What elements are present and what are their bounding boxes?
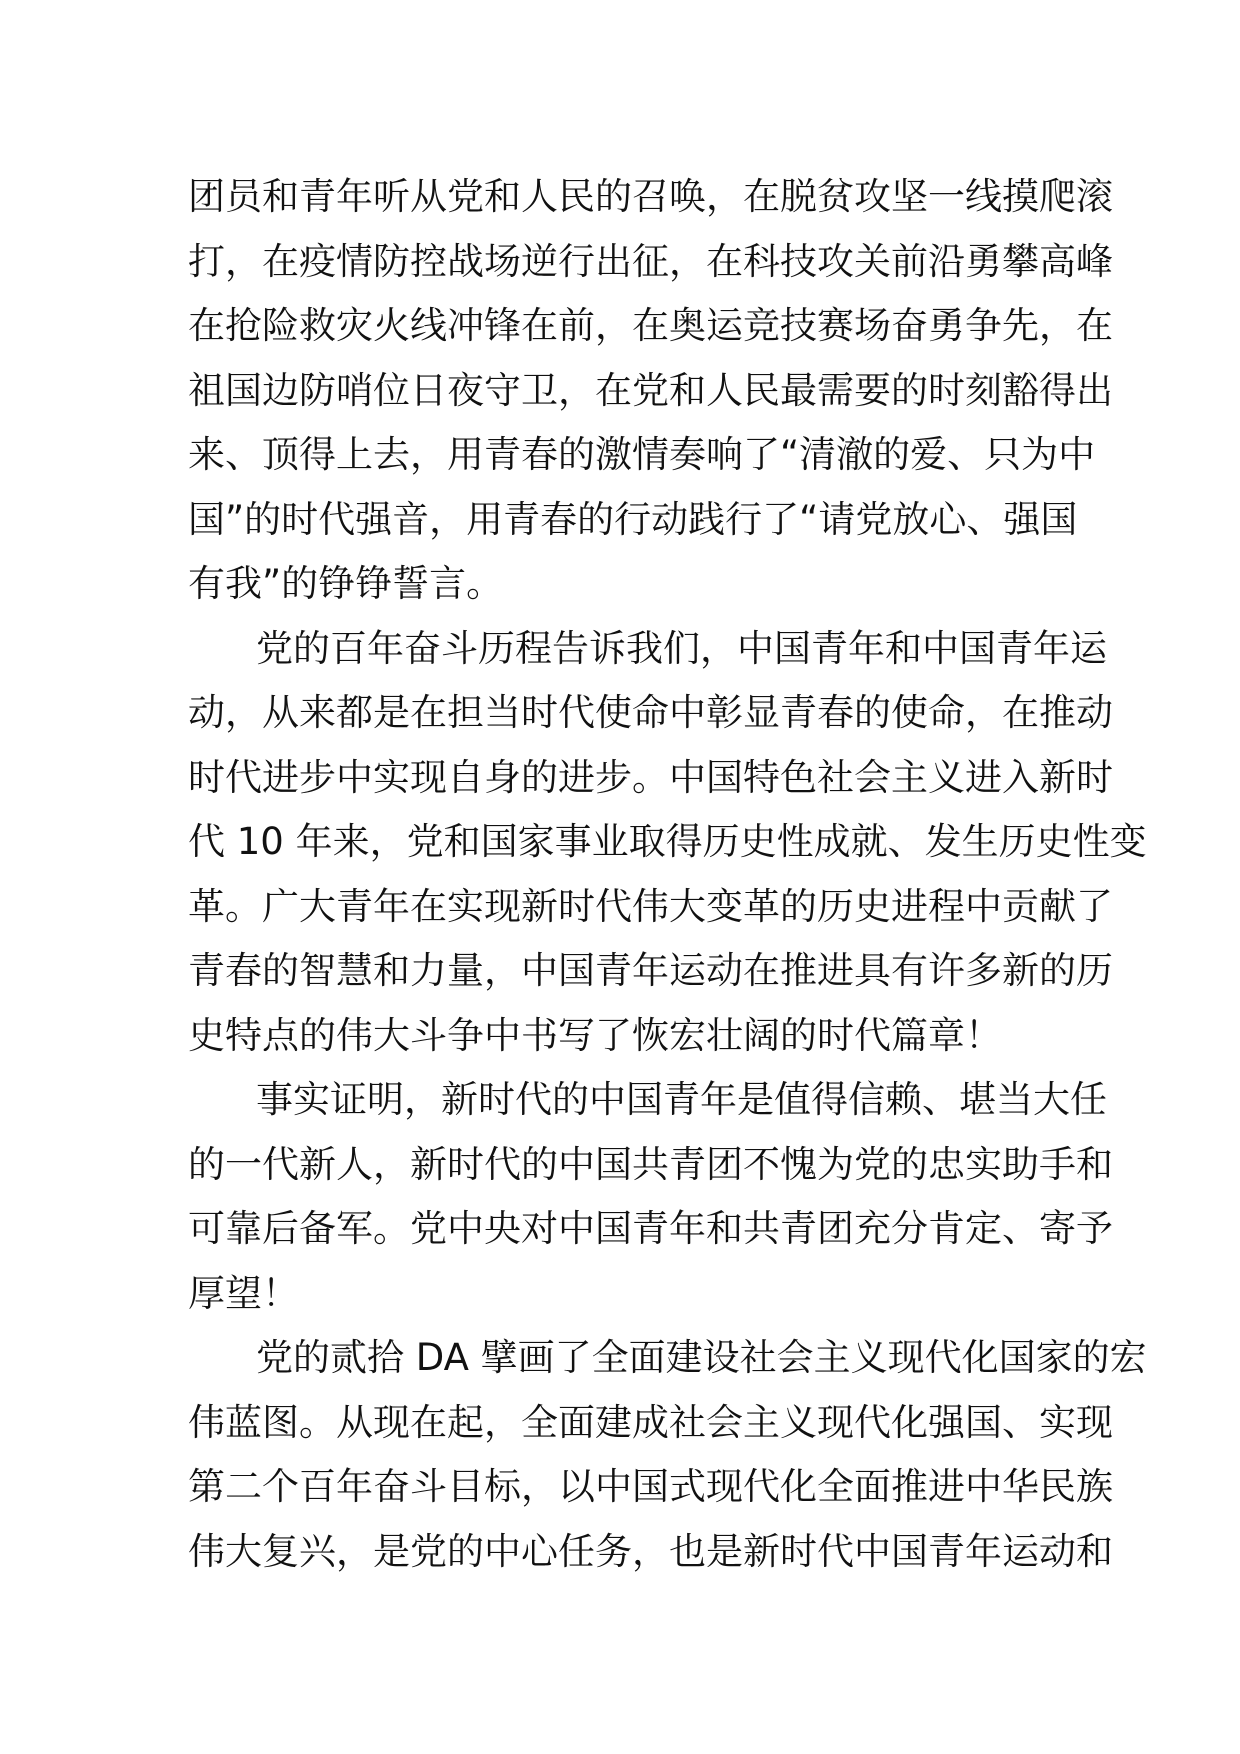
text-line: 史特点的伟大斗争中书写了恢宏壮阔的时代篇章！	[188, 1013, 1002, 1057]
body-text	[188, 165, 1147, 1584]
text-line: 动，从来都是在担当时代使命中彰显青春的使命，在推动	[188, 691, 1113, 734]
text-line: 第二个百年奋斗目标，以中国式现代化全面推进中华民族	[188, 1465, 1113, 1508]
text-line: 厚望！	[188, 1271, 299, 1315]
text-line: 时代进步中实现自身的进步。中国特色社会主义进入新时	[188, 755, 1113, 799]
text-line: 打，在疫情防控战场逆行出征，在科技攻关前沿勇攀高峰	[188, 239, 1113, 283]
text-line: 有我”的铮铮誓言。	[188, 562, 504, 605]
text-line: 可靠后备军。党中央对中国青年和共青团充分肯定、寄予	[188, 1207, 1113, 1250]
text-line: 代 10 年来，党和国家事业取得历史性成就、发生历史性变	[188, 820, 1147, 863]
paragraph-first-line: 党的百年奋斗历程告诉我们，中国青年和中国青年运	[256, 626, 1107, 670]
text-line: 在抢险救灾火线冲锋在前，在奥运竞技赛场奋勇争先，在	[188, 304, 1113, 347]
text-line: 伟大复兴，是党的中心任务，也是新时代中国青年运动和	[188, 1529, 1113, 1573]
text-line: 革。广大青年在实现新时代伟大变革的历史进程中贡献了	[188, 884, 1113, 928]
paragraph-first-line: 党的贰拾 DA 擘画了全面建设社会主义现代化国家的宏	[256, 1336, 1147, 1379]
text-line: 的一代新人，新时代的中国共青团不愧为党的忠实助手和	[188, 1142, 1113, 1186]
text-line: 国”的时代强音，用青春的行动践行了“请党放心、强国	[188, 497, 1078, 541]
text-line: 来、顶得上去，用青春的激情奏响了“清澈的爱、只为中	[188, 433, 1096, 476]
text-line: 祖国边防哨位日夜守卫，在党和人民最需要的时刻豁得出	[188, 368, 1113, 412]
text-line: 团员和青年听从党和人民的召唤，在脱贫攻坚一线摸爬滚	[188, 175, 1113, 218]
text-line: 青春的智慧和力量，中国青年运动在推进具有许多新的历	[188, 949, 1113, 992]
text-line: 伟蓝图。从现在起，全面建成社会主义现代化强国、实现	[188, 1400, 1113, 1444]
paragraph-first-line: 事实证明，新时代的中国青年是值得信赖、堪当大任	[256, 1078, 1107, 1121]
